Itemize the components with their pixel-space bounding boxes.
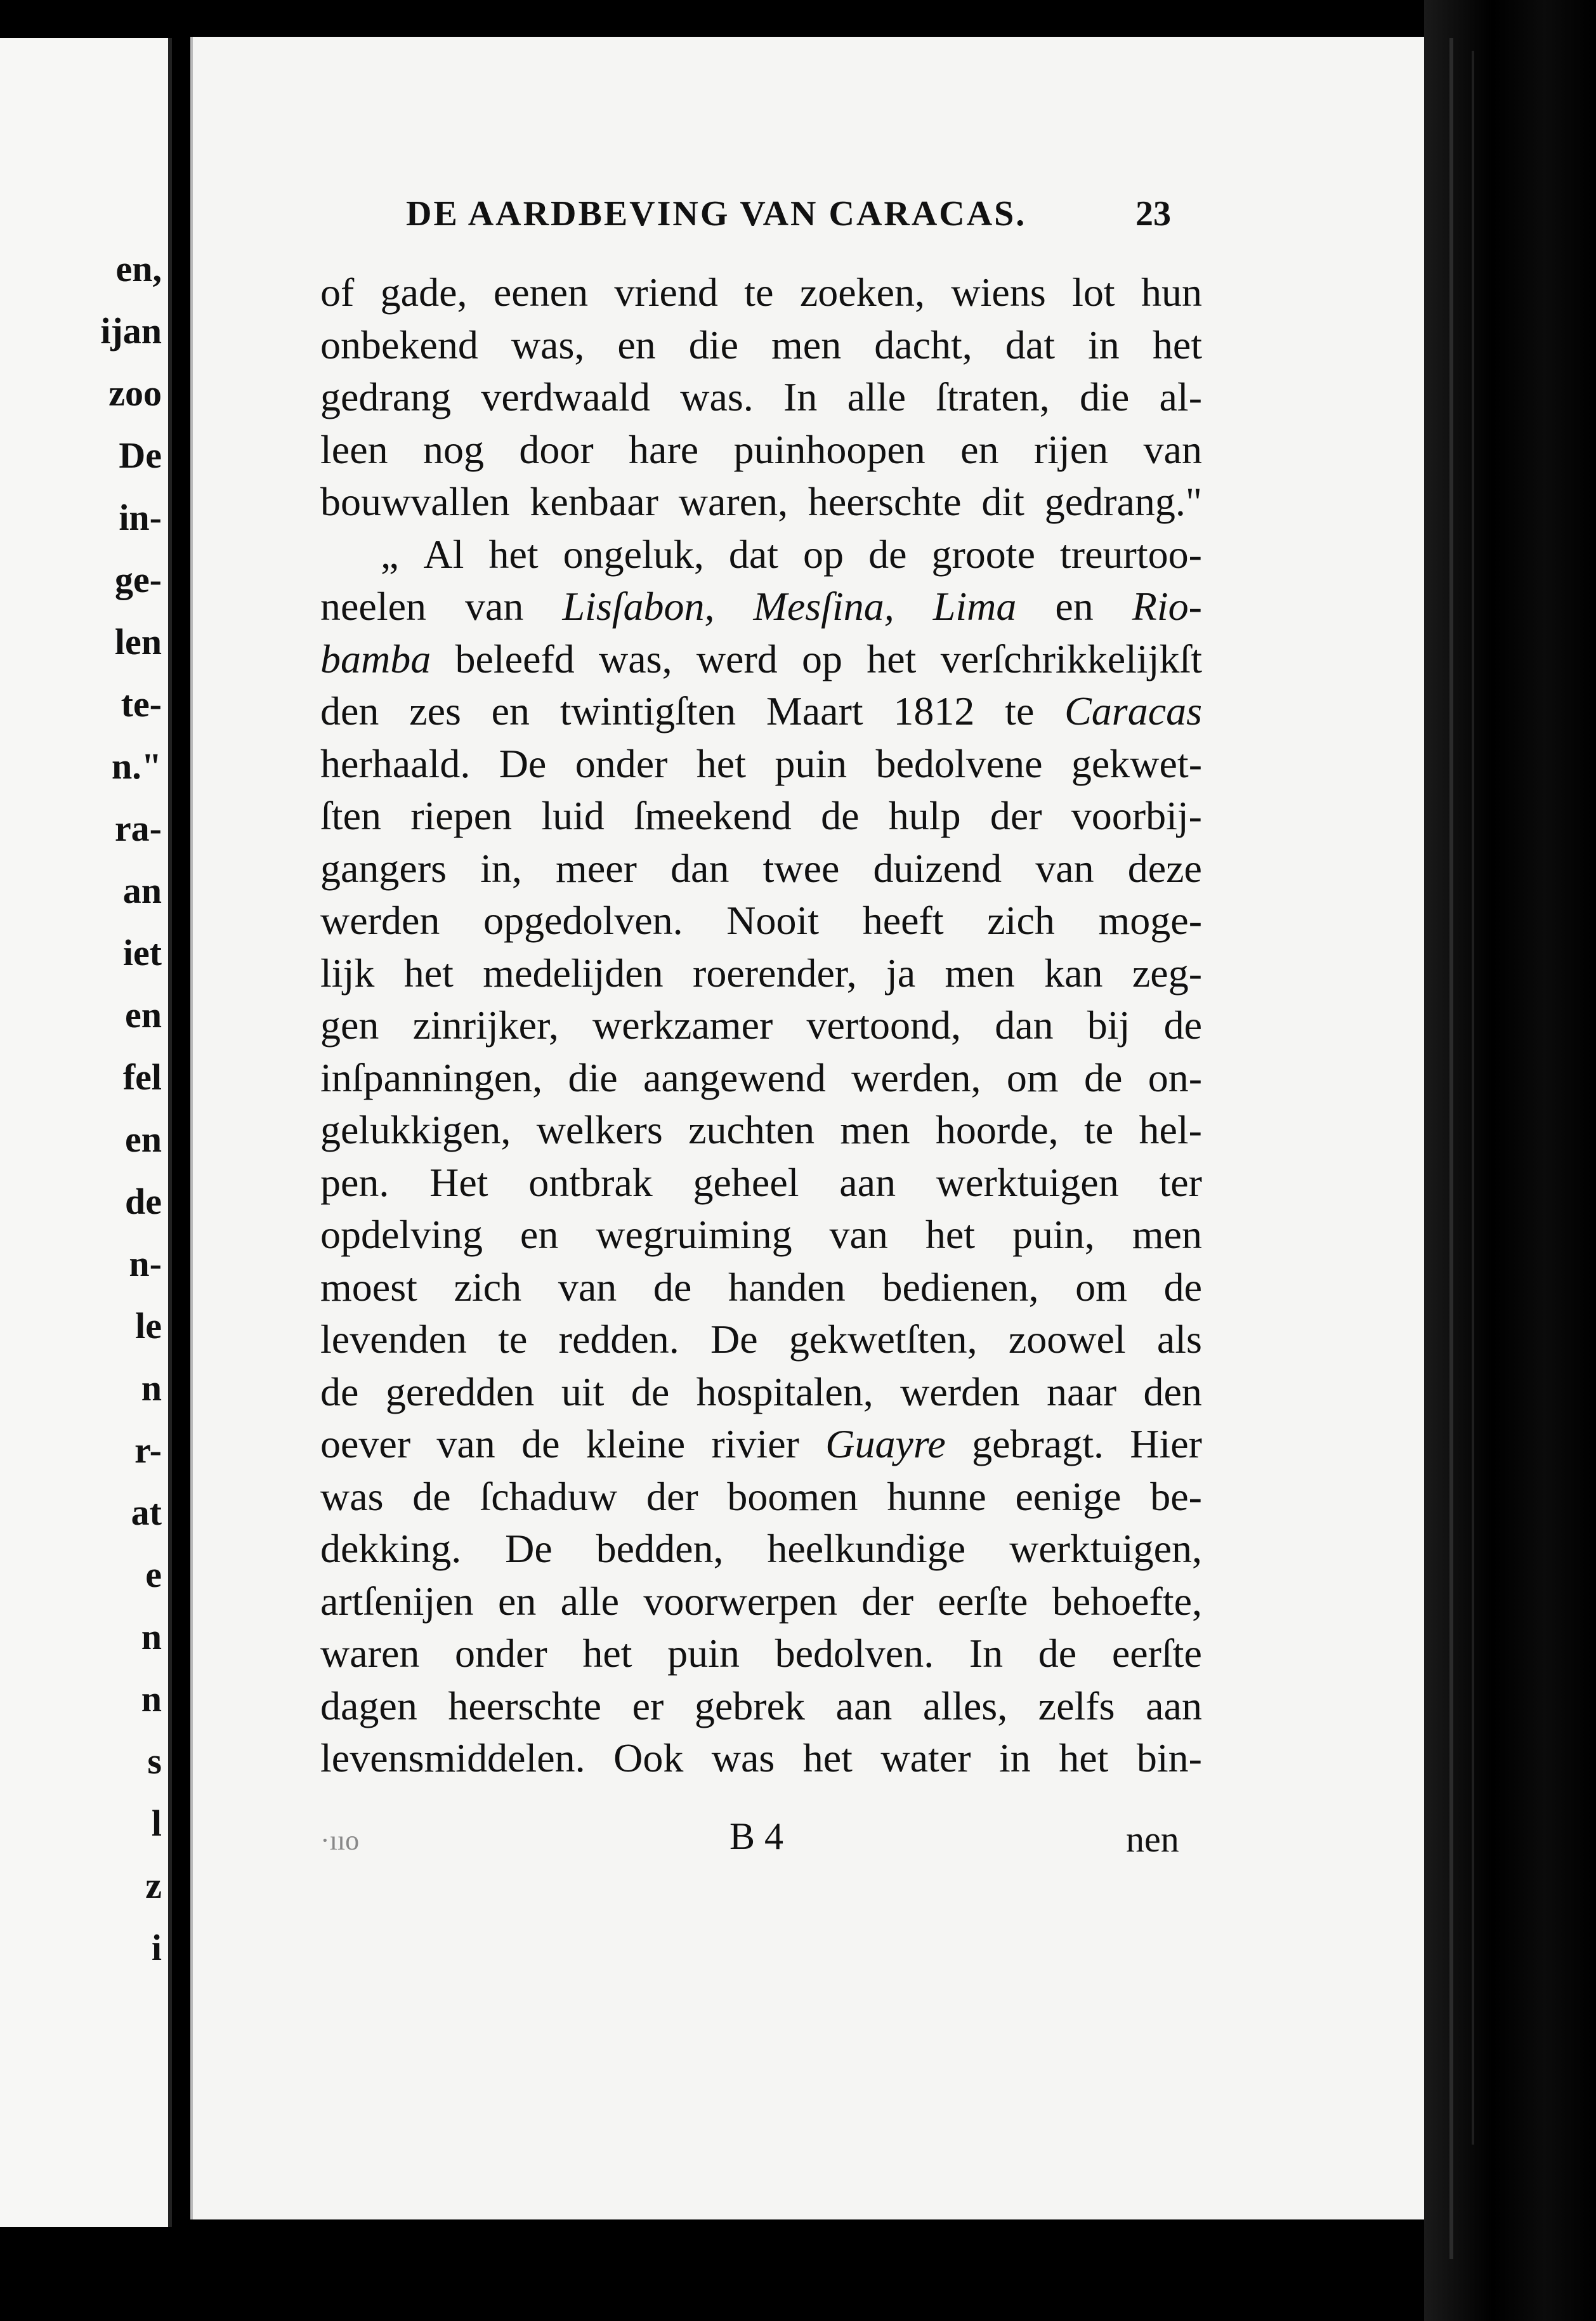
word: gebrek (694, 1683, 805, 1728)
word: puinhoopen (733, 426, 926, 472)
word: wegruiming (596, 1212, 792, 1257)
word: gelukkigen, (320, 1107, 511, 1152)
spine-shadow (1449, 38, 1453, 2259)
word: welkers (536, 1107, 663, 1152)
previous-page-fragment: n- (129, 1243, 162, 1284)
word: Mesſina, (753, 584, 894, 629)
previous-page-fragment: len (114, 621, 162, 662)
word: Lisſabon, (562, 584, 715, 629)
word: de (521, 1421, 560, 1466)
text-line (320, 633, 1202, 686)
previous-page-fragment: de (125, 1181, 162, 1222)
word: uit (561, 1369, 605, 1414)
word: meer (556, 845, 637, 891)
margin-smudge: ·ııo (320, 1825, 360, 1856)
word: herhaald. (320, 740, 471, 786)
previous-page-fragment: en, (115, 248, 162, 289)
word: hulp (888, 793, 961, 838)
text-line (320, 1366, 1202, 1419)
word: het (696, 740, 746, 786)
word: en (491, 688, 530, 733)
word: onbekend (320, 322, 478, 367)
word: en (617, 322, 656, 367)
text-line (320, 1418, 1202, 1471)
word: Caracas (1064, 688, 1202, 733)
previous-page-fragment: i (151, 1927, 162, 1968)
previous-page-fragment: ijan (100, 310, 162, 352)
previous-page-fragment: l (151, 1803, 162, 1844)
text-line (320, 581, 1202, 633)
word: bedienen, (882, 1264, 1039, 1310)
word: dan (995, 1003, 1054, 1048)
word: die (688, 322, 738, 367)
word: wiens (951, 270, 1046, 315)
word: roerender, (693, 950, 857, 996)
word: die (568, 1055, 618, 1100)
word: lijk (320, 950, 375, 996)
word: nog (422, 426, 484, 472)
word: en (497, 1578, 537, 1624)
word: op (802, 636, 842, 681)
word: water (880, 1735, 971, 1780)
word: heelkundige (767, 1526, 966, 1571)
word: van (829, 1212, 888, 1257)
word: levensmiddelen. (320, 1735, 585, 1780)
word: rivier (711, 1421, 799, 1466)
word: Maart (766, 688, 863, 733)
word: lot (1072, 270, 1115, 315)
word: te (1083, 1107, 1114, 1152)
word: Al (423, 531, 464, 577)
word: dan (670, 845, 729, 891)
word: in (998, 1735, 1031, 1780)
word: geredden (385, 1369, 535, 1414)
word: zoowel (1008, 1317, 1126, 1362)
text-line (320, 476, 1202, 529)
text-line (320, 947, 1202, 1000)
text-line (320, 843, 1202, 895)
word: bij (1087, 1003, 1130, 1048)
word: waren, (678, 479, 788, 524)
word: deze (1127, 845, 1202, 891)
previous-page-fragment: te- (121, 683, 162, 725)
word: eerſte (1111, 1631, 1202, 1676)
text-line (320, 371, 1202, 424)
word: dat (728, 531, 779, 577)
word: het (1152, 322, 1202, 367)
word: was. (680, 374, 754, 419)
word: de (320, 1369, 359, 1414)
word: was (711, 1735, 775, 1780)
word: te (498, 1317, 528, 1362)
word: om (1006, 1055, 1059, 1100)
text-line (320, 895, 1202, 947)
word: levenden (320, 1317, 467, 1362)
previous-page-fragment: n (141, 1616, 162, 1657)
word: in (1088, 322, 1120, 367)
word: luid (541, 793, 605, 838)
previous-page-fragment: De (119, 435, 162, 476)
previous-page-fragment: e (145, 1554, 162, 1595)
word: alles, (922, 1683, 1008, 1728)
word: be- (1150, 1473, 1202, 1519)
word: ongeluk, (563, 531, 704, 577)
word: het (802, 1735, 853, 1780)
word: puin, (1012, 1212, 1095, 1257)
word: der (861, 1578, 913, 1624)
word: pen. (320, 1159, 389, 1205)
text-line (320, 1680, 1202, 1733)
body-text (320, 266, 1202, 1785)
word: den (320, 688, 379, 733)
word: beleefd (455, 636, 575, 681)
text-line (320, 790, 1202, 843)
previous-page-fragment: an (122, 870, 162, 911)
word: bedden, (596, 1526, 724, 1571)
word: aangewend (643, 1055, 826, 1100)
word: twee (762, 845, 840, 891)
word: opgedolven. (483, 898, 683, 943)
word: men (945, 950, 1015, 996)
word: was, (599, 636, 672, 681)
word: eerſte (938, 1578, 1028, 1624)
word: onder (454, 1631, 547, 1676)
word: zinrijker, (412, 1003, 559, 1048)
word: artſenijen (320, 1578, 474, 1624)
word: hospitalen, (696, 1369, 873, 1414)
word: geheel (693, 1159, 799, 1205)
word: ſten (320, 793, 381, 838)
spine-shadow-inner (1472, 51, 1474, 2145)
word: De (710, 1317, 758, 1362)
word: gedrang." (1044, 479, 1202, 524)
word: aan (835, 1683, 893, 1728)
text-line (320, 1575, 1202, 1628)
text-line (320, 529, 1202, 581)
word: werden, (851, 1055, 981, 1100)
word: kan (1044, 950, 1103, 996)
previous-page-fragment: n." (112, 746, 162, 787)
word: puin (775, 740, 847, 786)
word: op (803, 531, 844, 577)
word: men (771, 322, 842, 367)
text-line (320, 1627, 1202, 1680)
word: aan (1146, 1683, 1202, 1728)
previous-page-fragment: ra- (114, 808, 162, 849)
word: heerschte (808, 479, 962, 524)
word: voorbij- (1071, 793, 1202, 838)
word: dat (1005, 322, 1055, 367)
word: het (925, 1212, 976, 1257)
previous-page-fragment: r- (134, 1430, 162, 1471)
word: van (1143, 426, 1202, 472)
word: treurtoo- (1060, 531, 1202, 577)
previous-page-fragment: en (125, 1119, 162, 1160)
word: redden. (558, 1317, 679, 1362)
text-line (320, 1732, 1202, 1785)
previous-page-fragment: in- (119, 497, 162, 538)
word: gen (320, 1003, 379, 1048)
word: de (653, 1264, 692, 1310)
word: het (488, 531, 539, 577)
word: alle (560, 1578, 620, 1624)
word: Ook (613, 1735, 684, 1780)
word: werktuigen (936, 1159, 1119, 1205)
word: hel- (1139, 1107, 1202, 1152)
word: zeg- (1132, 950, 1202, 996)
word: Lima (932, 584, 1017, 629)
text-line (320, 685, 1202, 738)
word: om (1075, 1264, 1127, 1310)
previous-page-fragment: zoo (108, 372, 162, 414)
word: bedolvene (875, 740, 1043, 786)
signature-mark: B 4 (729, 1815, 784, 1857)
text-line (320, 1523, 1202, 1575)
word: verdwaald (481, 374, 650, 419)
word: hare (629, 426, 699, 472)
word: werden (320, 898, 440, 943)
word: de (1163, 1003, 1202, 1048)
text-line (320, 738, 1202, 791)
text-line (320, 1157, 1202, 1209)
word: die (1080, 374, 1130, 419)
previous-page-fragment: at (131, 1492, 162, 1533)
word: Het (429, 1159, 488, 1205)
word: of (320, 270, 355, 315)
word: aan (839, 1159, 896, 1205)
book-spine (1424, 0, 1596, 2321)
word: der (990, 793, 1042, 838)
word: bouwvallen (320, 479, 510, 524)
word: zoeken, (799, 270, 926, 315)
word: puin (667, 1631, 740, 1676)
word: ja (886, 950, 916, 996)
word: zelfs (1038, 1683, 1115, 1728)
word: riepen (410, 793, 513, 838)
previous-page-edge (0, 38, 172, 2227)
word: De (505, 1526, 553, 1571)
word: Rio- (1132, 584, 1202, 629)
word: medelijden (483, 950, 664, 996)
previous-page-fragment: fel (122, 1056, 162, 1098)
word: duizend (873, 845, 1002, 891)
word: der (646, 1473, 698, 1519)
word: hun (1141, 270, 1202, 315)
text-line (320, 424, 1202, 477)
previous-page-fragment: z (145, 1865, 162, 1906)
word: van (1035, 845, 1094, 891)
word: men (840, 1107, 910, 1152)
word: kenbaar (530, 479, 658, 524)
word: het (1059, 1735, 1109, 1780)
word: alle (847, 374, 906, 419)
word: de (412, 1473, 451, 1519)
word: boomen (727, 1473, 858, 1519)
word: de (631, 1369, 670, 1414)
word: het (403, 950, 454, 996)
word: gangers (320, 845, 447, 891)
word: de (1038, 1631, 1077, 1676)
word: er (632, 1683, 664, 1728)
previous-page-fragment: iet (122, 932, 162, 973)
word: bedolven. (775, 1631, 934, 1676)
word: het (867, 636, 917, 681)
word: werktuigen, (1009, 1526, 1202, 1571)
word: van (436, 1421, 495, 1466)
word: Nooit (726, 898, 820, 943)
word: inſpanningen, (320, 1055, 543, 1100)
word: het (582, 1631, 632, 1676)
word: heerschte (448, 1683, 601, 1728)
word: on- (1148, 1055, 1202, 1100)
word: hunne (887, 1473, 986, 1519)
text-line (320, 1104, 1202, 1157)
word: door (519, 426, 594, 472)
previous-page-fragment: s (147, 1740, 162, 1782)
previous-page-fragment: ge- (114, 559, 162, 600)
word: kleine (585, 1421, 686, 1466)
word: en (1055, 584, 1094, 629)
word: De (499, 740, 547, 786)
word: 1812 (893, 688, 975, 733)
word: behoefte, (1052, 1578, 1202, 1624)
word: voorwerpen (643, 1578, 837, 1624)
text-line (320, 1313, 1202, 1366)
word: twintigſten (559, 688, 736, 733)
word: opdelving (320, 1212, 483, 1257)
word: werden (900, 1369, 1020, 1414)
previous-page-fragment: en (125, 994, 162, 1036)
previous-page-fragment: n (141, 1678, 162, 1719)
word: „ (381, 531, 399, 577)
text-line (320, 1471, 1202, 1523)
word: en (960, 426, 999, 472)
word: dacht, (874, 322, 972, 367)
word: heeft (862, 898, 944, 943)
word: moest (320, 1264, 417, 1310)
word: bin- (1136, 1735, 1202, 1780)
word: ter (1159, 1159, 1202, 1205)
word: van (465, 584, 524, 629)
text-line (320, 1209, 1202, 1261)
text-line (320, 266, 1202, 319)
word: verſchrikkelijkſt (940, 636, 1202, 681)
word: eenige (1015, 1473, 1122, 1519)
word: en (520, 1212, 559, 1257)
word: hoorde, (935, 1107, 1059, 1152)
text-line (320, 1052, 1202, 1105)
word: onder (575, 740, 668, 786)
page-number: 23 (1135, 194, 1171, 233)
word: zuchten (688, 1107, 815, 1152)
word: zich (454, 1264, 522, 1310)
word: ontbrak (528, 1159, 653, 1205)
word: moge- (1098, 898, 1202, 943)
word: vertoond, (806, 1003, 961, 1048)
word: In (783, 374, 818, 419)
word: dagen (320, 1683, 417, 1728)
word: zich (987, 898, 1055, 943)
word: Guayre (825, 1421, 946, 1466)
word: Hier (1130, 1421, 1202, 1466)
word: ſmeekend (634, 793, 792, 838)
running-head: DE AARDBEVING VAN CARACAS. (406, 194, 1027, 233)
word: gedrang (320, 374, 452, 419)
word: gekwet- (1071, 740, 1202, 786)
word: te (1005, 688, 1035, 733)
catchword: nen (1126, 1818, 1179, 1860)
word: rijen (1033, 426, 1109, 472)
previous-page-fragment: n (141, 1367, 162, 1409)
word: de (1083, 1055, 1123, 1100)
word: werkzamer (592, 1003, 773, 1048)
word: was (320, 1473, 384, 1519)
word: gade, (380, 270, 468, 315)
word: groote (931, 531, 1035, 577)
word: als (1156, 1317, 1202, 1362)
word: handen (728, 1264, 846, 1310)
word: de (1163, 1264, 1202, 1310)
text-line (320, 1261, 1202, 1314)
word: gekwetſten, (788, 1317, 978, 1362)
word: de (868, 531, 907, 577)
word: waren (320, 1631, 420, 1676)
word: In (969, 1631, 1004, 1676)
word: men (1132, 1212, 1202, 1257)
word: de (821, 793, 860, 838)
text-line (320, 319, 1202, 372)
word: in, (480, 845, 522, 891)
word: zes (409, 688, 461, 733)
previous-page-fragment: le (135, 1305, 162, 1346)
word: al- (1159, 374, 1202, 419)
word: van (558, 1264, 617, 1310)
word: dit (981, 479, 1024, 524)
word: dekking. (320, 1526, 462, 1571)
text-line (320, 999, 1202, 1052)
word: oever (320, 1421, 411, 1466)
word: leen (320, 426, 388, 472)
word: eenen (493, 270, 589, 315)
word: gebragt. (972, 1421, 1104, 1466)
word: ſchaduw (480, 1473, 618, 1519)
word: te (744, 270, 774, 315)
word: bamba (320, 636, 431, 681)
word: vriend (614, 270, 718, 315)
word: neelen (320, 584, 426, 629)
word: werd (696, 636, 778, 681)
word: naar (1046, 1369, 1117, 1414)
word: ſtraten, (936, 374, 1050, 419)
word: was, (511, 322, 585, 367)
word: den (1143, 1369, 1202, 1414)
